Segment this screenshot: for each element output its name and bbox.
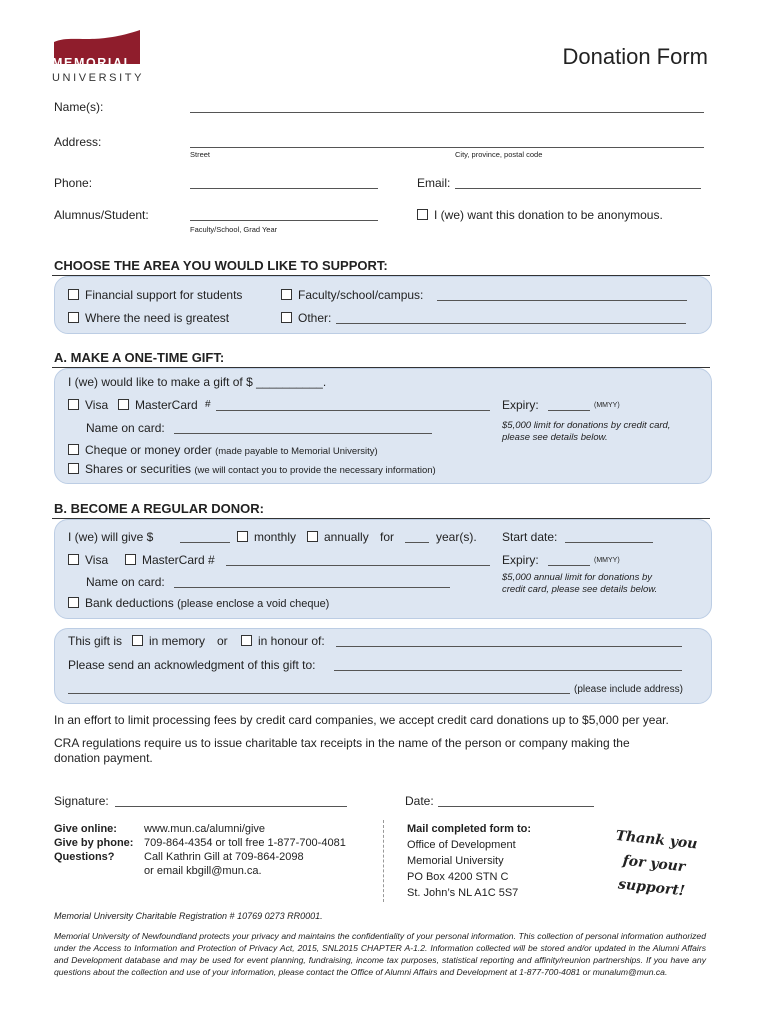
give-phone-label: Give by phone: [54,837,134,849]
questions-email[interactable]: or email kbgill@mun.ca. [144,865,262,877]
questions-value: Call Kathrin Gill at 709-864-2098 [144,851,304,863]
annually-label: annually [324,530,369,544]
option-faculty[interactable] [281,288,423,302]
onetime-mastercard-option[interactable] [118,398,198,412]
regular-visa-label: Visa [85,553,109,567]
acknowledge-field-2[interactable] [68,693,570,694]
faculty-field[interactable] [437,300,687,301]
other-label: Other: [298,311,332,325]
faculty-checkbox[interactable] [281,289,292,300]
city-caption: City, province, postal code [455,150,543,159]
in-honour-label: in honour of: [258,634,325,648]
address-note: (please include address) [574,684,683,695]
regular-visa-option[interactable] [68,553,108,567]
in-memory-checkbox[interactable] [132,635,143,646]
regular-give-prefix: I (we) will give $ [68,530,154,544]
regular-name-on-card-label: Name on card: [86,575,165,589]
gift-amount-line[interactable]: I (we) would like to make a gift of $ __________. [68,375,327,389]
date-label: Date: [405,794,434,808]
shares-checkbox[interactable] [68,463,79,474]
onetime-mastercard-checkbox[interactable] [118,399,129,410]
thanks-line-2: for your [622,852,686,876]
other-checkbox[interactable] [281,312,292,323]
cheque-option[interactable] [68,443,378,457]
mail-heading: Mail completed form to: [407,823,532,835]
shares-label: Shares or securities [85,462,192,476]
address-field[interactable] [190,147,704,148]
give-online-label: Give online: [54,823,117,835]
alumnus-label: Alumnus/Student: [54,208,149,222]
thanks-line-1: Thank you [614,827,699,853]
bank-note: (please enclose a void cheque) [177,598,330,610]
regular-limit-note: $5,000 annual limit for donations by credit card, please see details below. [502,572,658,595]
alumnus-field[interactable] [190,220,378,221]
financial-checkbox[interactable] [68,289,79,300]
regular-mmyy: (MMYY) [594,557,620,564]
faculty-option-label: Faculty/school/campus: [298,288,424,302]
bank-checkbox[interactable] [68,597,79,608]
monthly-option[interactable] [237,530,296,544]
mail-line-1: Office of Development [407,839,516,851]
names-label: Name(s): [54,100,104,114]
regular-amount-field[interactable] [180,542,230,543]
honouree-field[interactable] [336,646,682,647]
logo-university: UNIVERSITY [52,72,145,84]
onetime-expiry-field[interactable] [548,410,590,411]
cra-note: CRA regulations require us to issue charitable tax receipts in the name of the person or company making the donation payment. [54,736,630,765]
give-phone-value: 709-864-4354 or toll free 1-877-700-4081 [144,837,346,849]
other-field[interactable] [336,323,686,324]
vertical-divider [383,820,384,902]
mail-line-2: Memorial University [407,855,504,867]
support-heading: CHOOSE THE AREA YOU WOULD LIKE TO SUPPORT: [54,258,388,273]
need-checkbox[interactable] [68,312,79,323]
regular-expiry-label: Expiry: [502,553,539,567]
need-label: Where the need is greatest [85,311,230,325]
signature-label: Signature: [54,794,109,808]
onetime-expiry-label: Expiry: [502,398,539,412]
phone-label: Phone: [54,176,93,190]
thanks-line-3: support! [617,876,686,900]
regular-expiry-field[interactable] [548,565,590,566]
registration-note: Memorial University Charitable Registration # 10769 0273 RR0001. [54,911,323,921]
names-field[interactable] [190,112,704,113]
email-label: Email: [417,176,451,190]
street-caption: Street [190,150,211,159]
years-label: year(s). [436,530,477,544]
faculty-caption: Faculty/School, Grad Year [190,225,278,234]
in-honour-checkbox[interactable] [241,635,252,646]
regular-heading: B. BECOME A REGULAR DONOR: [54,501,264,516]
onetime-visa-option[interactable] [68,398,108,412]
date-field[interactable] [438,806,594,807]
gift-is-label: This gift is [68,634,123,648]
thank-you-note [602,823,705,905]
cheque-note: (made payable to Memorial University) [215,446,378,457]
signature-field[interactable] [115,806,347,807]
mail-line-4: St. John’s NL A1C 5S7 [407,887,519,899]
years-field[interactable] [405,542,429,543]
fees-note: In an effort to limit processing fees by credit card companies, we accept credit card donations up to $5,000 per year. [54,713,669,727]
cheque-checkbox[interactable] [68,444,79,455]
regular-mastercard-label: MasterCard # [142,553,215,567]
onetime-hash: # [205,399,211,410]
bank-label: Bank deductions [85,596,174,610]
start-date-label: Start date: [502,530,558,544]
shares-note: (we will contact you to provide the necessary information) [194,465,436,476]
onetime-name-on-card-label: Name on card: [86,421,165,435]
memorial-logo [50,28,145,88]
questions-label: Questions? [54,851,115,863]
page-title: Donation Form [562,44,708,69]
email-field[interactable] [455,188,701,189]
privacy-note: Memorial University of Newfoundland protects your privacy and maintains the confidentiality of your personal information. This collection of personal information authorized under the Access to Information and Protection of Privacy Act, 2015, SNL2015 CHAPTER A-1.2. Information collected will be stored and/or updated in the Alumni Affairs and Development database and may be used for event planning, fundraising, income tax purposes, statistical reporting and affinity/reunion partnerships. If you have any questions about the collection and use of your information, please contact the Office of Alumni Affairs and Development at 1-877-700-4081 or munalum@mun.ca. [54,931,706,977]
annually-option[interactable] [307,530,369,544]
regular-card-number-field[interactable] [226,565,490,566]
option-financial[interactable] [68,288,242,302]
in-memory-label: in memory [149,634,206,648]
logo-wordmark: MEMORIAL [52,56,133,70]
in-memory-option[interactable] [132,634,205,648]
option-need[interactable] [68,311,229,325]
support-panel [54,276,712,334]
regular-name-on-card-field[interactable] [174,587,450,588]
annually-checkbox[interactable] [307,531,318,542]
acknowledge-field[interactable] [334,670,682,671]
regular-mastercard-checkbox[interactable] [125,554,136,565]
financial-label: Financial support for students [85,288,243,302]
regular-mastercard-option[interactable] [125,553,215,567]
anonymous-label: I (we) want this donation to be anonymous. [434,208,663,222]
shares-option[interactable] [68,462,436,476]
regular-visa-checkbox[interactable] [68,554,79,565]
option-other[interactable] [281,311,331,325]
or-word: or [217,634,228,648]
phone-field[interactable] [190,188,378,189]
acknowledge-label: Please send an acknowledgment of this gift to: [68,658,316,672]
give-online-link[interactable]: www.mun.ca/alumni/give [144,823,266,835]
start-date-field[interactable] [565,542,653,543]
onetime-visa-label: Visa [85,398,109,412]
anonymous-checkbox[interactable] [417,209,428,220]
for-word: for [380,530,395,544]
onetime-mastercard-label: MasterCard [135,398,198,412]
onetime-name-on-card-field[interactable] [174,433,432,434]
monthly-checkbox[interactable] [237,531,248,542]
cheque-label: Cheque or money order [85,443,212,457]
monthly-label: monthly [254,530,297,544]
onetime-mmyy: (MMYY) [594,402,620,409]
mail-line-3: PO Box 4200 STN C [407,871,509,883]
anonymous-option[interactable] [417,208,663,222]
address-label: Address: [54,135,102,149]
bank-option[interactable] [68,596,329,610]
in-honour-option[interactable] [241,634,325,648]
one-time-heading: A. MAKE A ONE-TIME GIFT: [54,350,225,365]
onetime-card-number-field[interactable] [216,410,490,411]
onetime-limit-note: $5,000 limit for donations by credit card, please see details below. [502,420,671,443]
onetime-visa-checkbox[interactable] [68,399,79,410]
